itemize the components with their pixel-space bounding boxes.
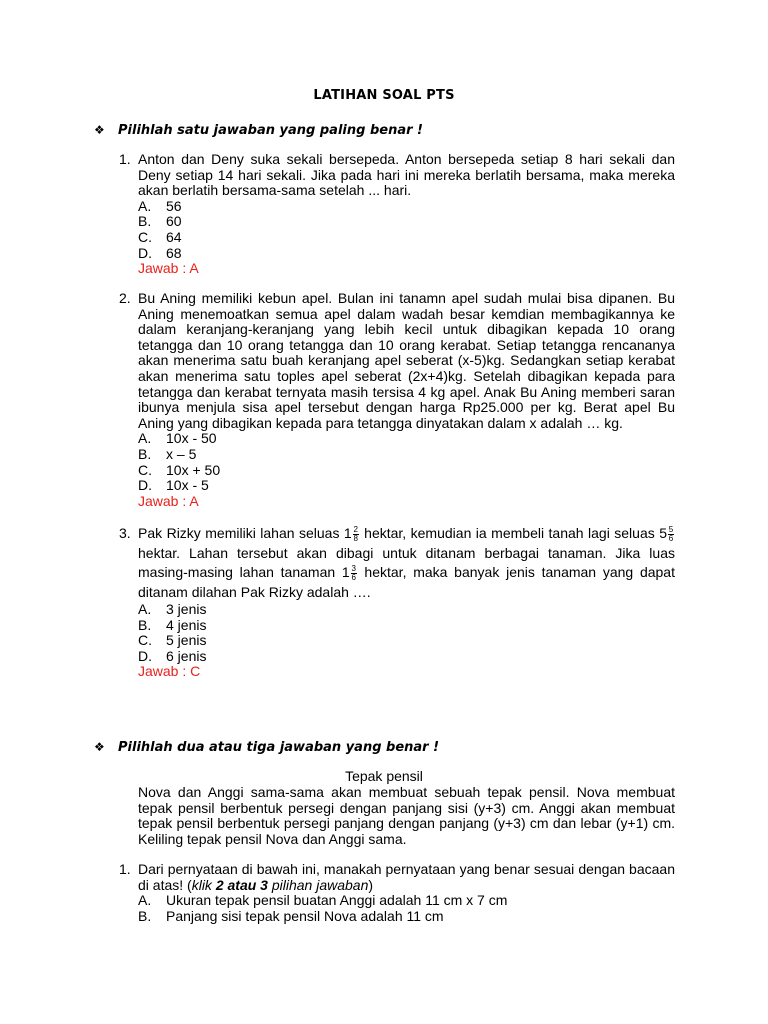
option-letter: A. — [138, 601, 152, 617]
numerator: 5 — [668, 524, 674, 534]
hint-text: klik — [191, 876, 216, 893]
question-3 — [119, 524, 675, 680]
question-number: 3. — [119, 525, 131, 541]
stem-text: hektar. Lahan tersebut akan dibagi untuk ditanam berbagai tanaman. Jika luas masing-masing lahan tanaman 1 — [138, 544, 675, 580]
option-text: 10x - 5 — [166, 477, 209, 494]
denominator: 6 — [668, 533, 674, 543]
option-text: Ukuran tepak pensil buatan Anggi adalah 11 cm x 7 cm — [166, 892, 508, 909]
option-b[interactable] — [138, 618, 675, 634]
stem-text: ) — [368, 876, 374, 893]
numerator: 3 — [351, 563, 356, 573]
question-stem — [138, 862, 675, 893]
option-text: 10x - 50 — [166, 430, 217, 447]
diamond-bullet-icon: ❖ — [94, 123, 105, 137]
answer-key: Jawab : A — [138, 492, 199, 509]
option-letter: D. — [138, 647, 152, 664]
hint-emphasis: 2 atau 3 — [215, 876, 268, 893]
question-2 — [119, 291, 675, 509]
question-stem: Anton dan Deny suka sekali bersepeda. Anton bersepeda setiap 8 hari sekali dan Deny setiap 14 hari sekali. Jika pada hari ini mereka berlatih bersama, maka mereka akan berlatih bersama-sama setelah ... hari. — [138, 151, 675, 199]
option-letter: C. — [138, 228, 152, 245]
option-text: 5 jenis — [166, 632, 207, 649]
option-text: 6 jenis — [166, 647, 207, 664]
option-d[interactable] — [138, 246, 675, 262]
option-c[interactable] — [138, 633, 675, 649]
fraction-3 — [351, 565, 357, 582]
numerator: 2 — [353, 524, 358, 534]
question-1 — [119, 152, 675, 277]
denominator: 8 — [353, 533, 358, 543]
option-letter: C. — [138, 632, 152, 649]
stem-text: Pak Rizky memiliki lahan seluas 1 — [138, 525, 352, 541]
option-text: 64 — [166, 228, 182, 245]
option-a[interactable] — [138, 199, 675, 215]
answer-key: Jawab : C — [138, 663, 201, 680]
option-d[interactable] — [138, 649, 675, 665]
option-text: 3 jenis — [166, 601, 207, 617]
question-number: 1. — [119, 151, 131, 167]
option-letter: B. — [138, 213, 152, 230]
passage-title: Tepak pensil — [345, 768, 423, 784]
options-list — [138, 893, 675, 924]
hint-text: pilihan jawaban — [267, 876, 369, 893]
option-letter: A. — [138, 892, 152, 909]
option-text: x – 5 — [166, 445, 197, 462]
option-text: 10x + 50 — [166, 461, 221, 478]
question-stem — [138, 524, 675, 602]
option-letter: B. — [138, 907, 152, 924]
fraction-1 — [353, 526, 359, 543]
option-b[interactable] — [138, 909, 675, 925]
option-text: Panjang sisi tepak pensil Nova adalah 11 cm — [166, 907, 444, 924]
answer-key: Jawab : A — [138, 260, 199, 277]
options-list — [138, 431, 675, 509]
page-title: LATIHAN SOAL PTS — [313, 88, 455, 103]
question-stem: Bu Aning memiliki kebun apel. Bulan ini tanamn apel sudah mulai bisa dipanen. Bu Aning menemoatkan semua apel dalam wadah besar kemdian membagikannya ke dalam keranjang-keranjang yang lebih kecil untuk dibagikan kepada 10 orang tetangga dan 10 orang tetangga dan 10 orang kerabat. Setiap tetangga rencananya akan menerima satu buah keranjang apel seberat (x-5)kg. Sedangkan setiap kerabat akan menerima satu toples apel seberat (2x+4)kg. Setelah dibagikan kepada para tetangga dan kerabat ternyata masih tersisa 4 kg apel. Anak Bu Aning memberi saran ibunya menjula sisa apel tersebut dengan harga Rp25.000 per kg. Berat apel Bu Aning yang dibagikan kepada para tetangga dinyatakan dalam x adalah … kg. — [138, 290, 675, 431]
option-letter: C. — [138, 461, 152, 478]
option-a[interactable] — [138, 431, 675, 447]
option-text: 68 — [166, 244, 182, 261]
option-a[interactable] — [138, 602, 675, 618]
section-heading-single-choice — [94, 123, 423, 138]
question-number: 2. — [119, 290, 131, 306]
question-number: 1. — [119, 861, 131, 877]
option-c[interactable] — [138, 230, 675, 246]
denominator: 6 — [351, 572, 356, 582]
fraction-2 — [668, 526, 674, 543]
section-heading-text: Pilihlah satu jawaban yang paling benar ! — [118, 123, 423, 138]
option-letter: A. — [138, 197, 152, 214]
option-letter: D. — [138, 477, 152, 494]
option-letter: B. — [138, 616, 152, 633]
options-list — [138, 199, 675, 277]
option-text: 4 jenis — [166, 616, 207, 633]
diamond-bullet-icon: ❖ — [94, 740, 105, 754]
option-b[interactable] — [138, 214, 675, 230]
question-multi-1 — [119, 862, 675, 924]
option-a[interactable] — [138, 893, 675, 909]
stem-text: hektar, maka banyak jenis tanaman yang dapat ditanam dilahan Pak Rizky adalah …. — [138, 564, 675, 600]
option-text: 56 — [166, 197, 182, 214]
option-d[interactable] — [138, 478, 675, 494]
section-heading-multiple-choice — [94, 740, 439, 755]
options-list — [138, 602, 675, 680]
passage-text: Nova dan Anggi sama-sama akan membuat sebuah tepak pensil. Nova membuat tepak pensil berbentuk persegi dengan panjang sisi (y+3) cm. Anggi akan membuat tepak pensil berbentuk persegi panjang dengan panjang (y+3) cm dan lebar (y+1) cm. Keliling tepak pensil Nova dan Anggi sama. — [138, 784, 675, 847]
option-letter: A. — [138, 430, 152, 447]
section-heading-text: Pilihlah dua atau tiga jawaban yang benar ! — [118, 740, 440, 755]
stem-text: hektar, kemudian ia membeli tanah lagi seluas 5 — [359, 525, 667, 541]
option-b[interactable] — [138, 447, 675, 463]
option-c[interactable] — [138, 463, 675, 479]
stem-text: Dari pernyataan di bawah ini, manakah pernyataan yang benar sesuai dengan bacaan di atas! ( — [138, 861, 675, 893]
option-text: 60 — [166, 213, 182, 230]
option-letter: D. — [138, 244, 152, 261]
option-letter: B. — [138, 445, 152, 462]
